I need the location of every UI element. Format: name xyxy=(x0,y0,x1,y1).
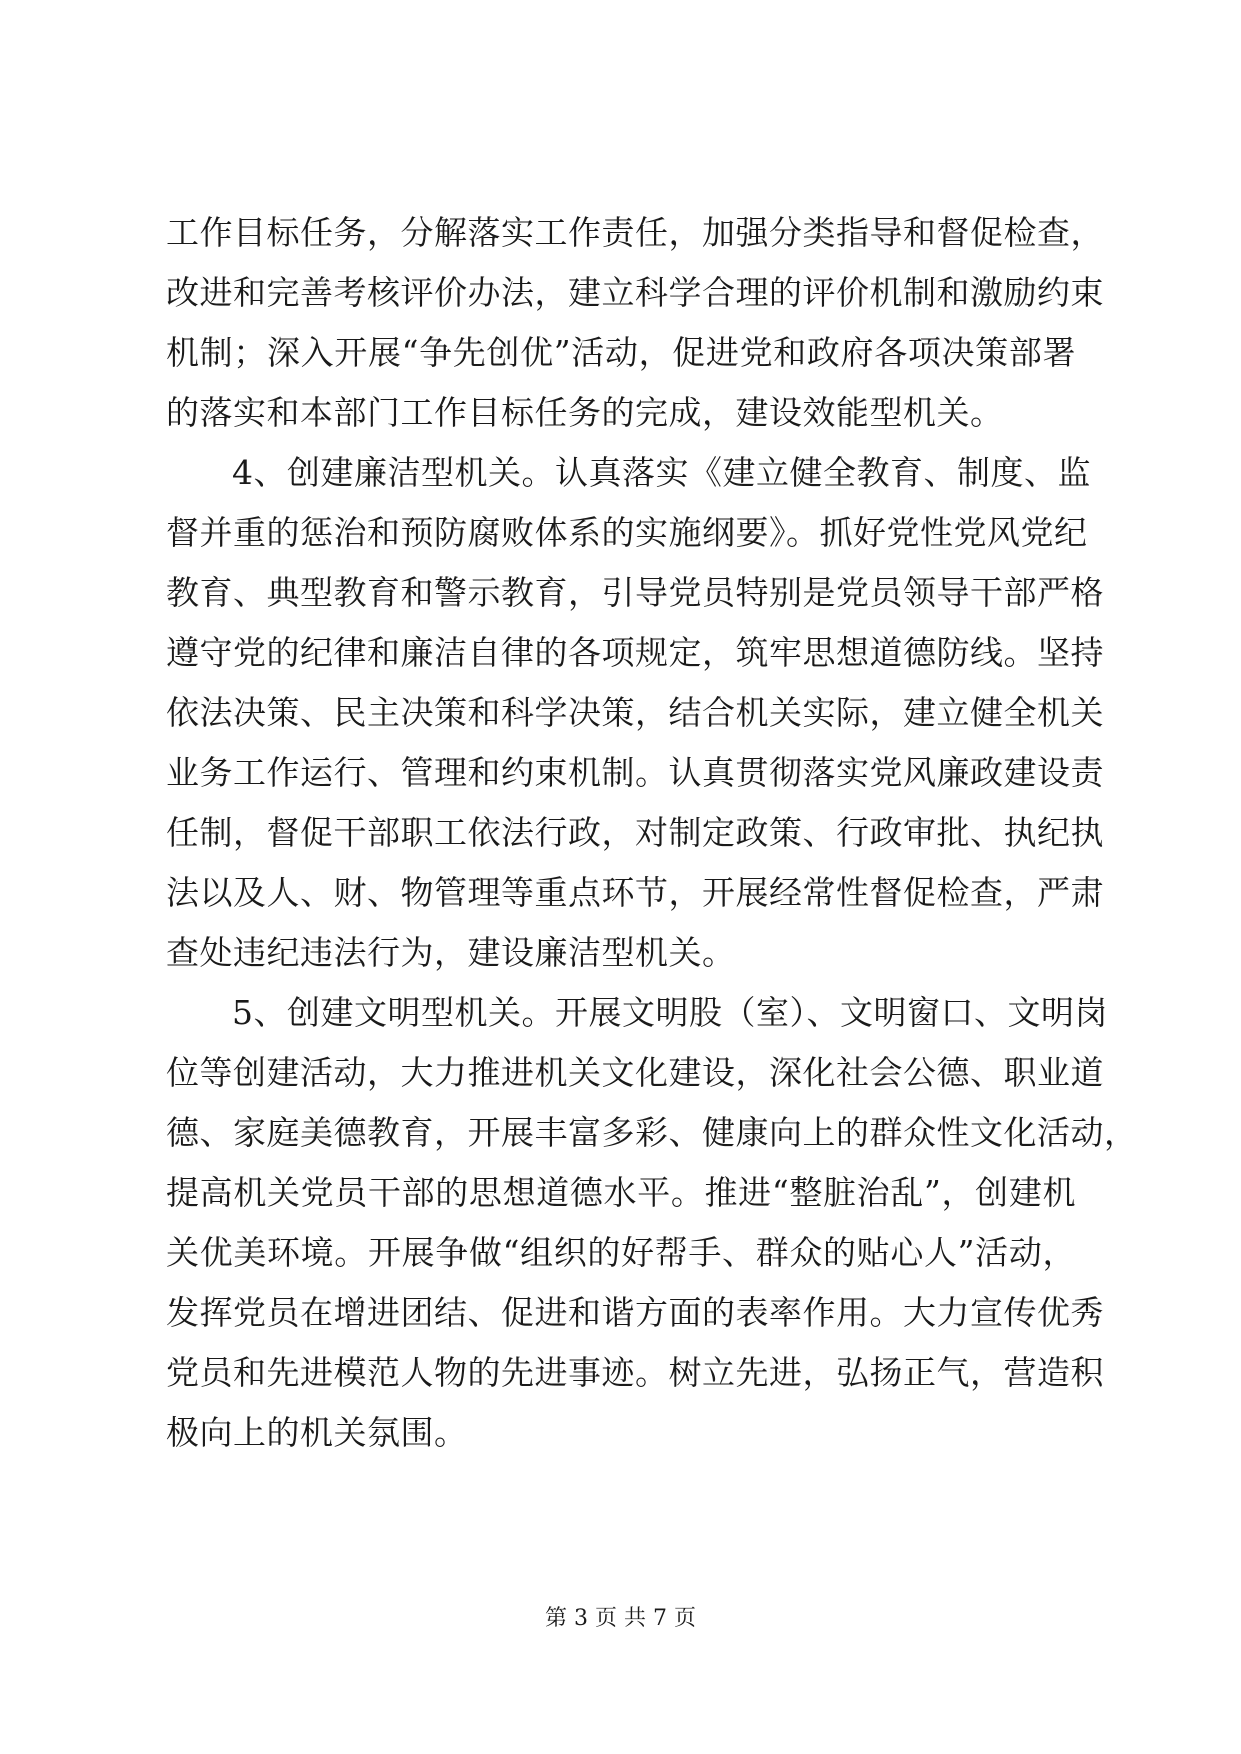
text-line: 5、创建文明型机关。开展文明股（室）、文明窗口、文明岗 xyxy=(232,993,1108,1032)
text-line: 工作目标任务，分解落实工作责任，加强分类指导和督促检查， xyxy=(166,213,1104,252)
paragraph xyxy=(166,203,1104,443)
text-line: 位等创建活动，大力推进机关文化建设，深化社会公德、职业道 xyxy=(166,1053,1104,1092)
text-line: 依法决策、民主决策和科学决策，结合机关实际，建立健全机关 xyxy=(166,693,1104,732)
text-line: 教育、典型教育和警示教育，引导党员特别是党员领导干部严格 xyxy=(166,573,1104,612)
text-line: 党员和先进模范人物的先进事迹。树立先进，弘扬正气，营造积 xyxy=(166,1353,1104,1392)
paragraph xyxy=(166,983,1138,1463)
text-line: 任制，督促干部职工依法行政，对制定政策、行政审批、执纪执 xyxy=(166,813,1104,852)
text-line: 遵守党的纪律和廉洁自律的各项规定，筑牢思想道德防线。坚持 xyxy=(166,633,1104,672)
text-line: 机制；深入开展“争先创优”活动，促进党和政府各项决策部署 xyxy=(166,333,1076,372)
paragraph xyxy=(166,443,1104,983)
document-body xyxy=(166,203,1138,1463)
text-line: 法以及人、财、物管理等重点环节，开展经常性督促检查，严肃 xyxy=(166,873,1104,912)
page-footer: 第 3 页 共 7 页 xyxy=(545,1606,696,1631)
text-line: 提高机关党员干部的思想道德水平。推进“整脏治乱”，创建机 xyxy=(166,1173,1076,1212)
text-line: 极向上的机关氛围。 xyxy=(166,1413,468,1452)
text-line: 关优美环境。开展争做“组织的好帮手、群众的贴心人”活动， xyxy=(166,1233,1076,1272)
text-line: 改进和完善考核评价办法，建立科学合理的评价机制和激励约束 xyxy=(166,273,1104,312)
text-line: 4、创建廉洁型机关。认真落实《建立健全教育、制度、监 xyxy=(232,453,1091,492)
text-line: 业务工作运行、管理和约束机制。认真贯彻落实党风廉政建设责 xyxy=(166,753,1104,792)
text-line: 的落实和本部门工作目标任务的完成，建设效能型机关。 xyxy=(166,393,1004,432)
text-line: 查处违纪违法行为，建设廉洁型机关。 xyxy=(166,933,736,972)
text-line: 发挥党员在增进团结、促进和谐方面的表率作用。大力宣传优秀 xyxy=(166,1293,1104,1332)
text-line: 督并重的惩治和预防腐败体系的实施纲要》。抓好党性党风党纪 xyxy=(166,513,1088,552)
text-line: 德、家庭美德教育，开展丰富多彩、健康向上的群众性文化活动， xyxy=(166,1113,1138,1152)
